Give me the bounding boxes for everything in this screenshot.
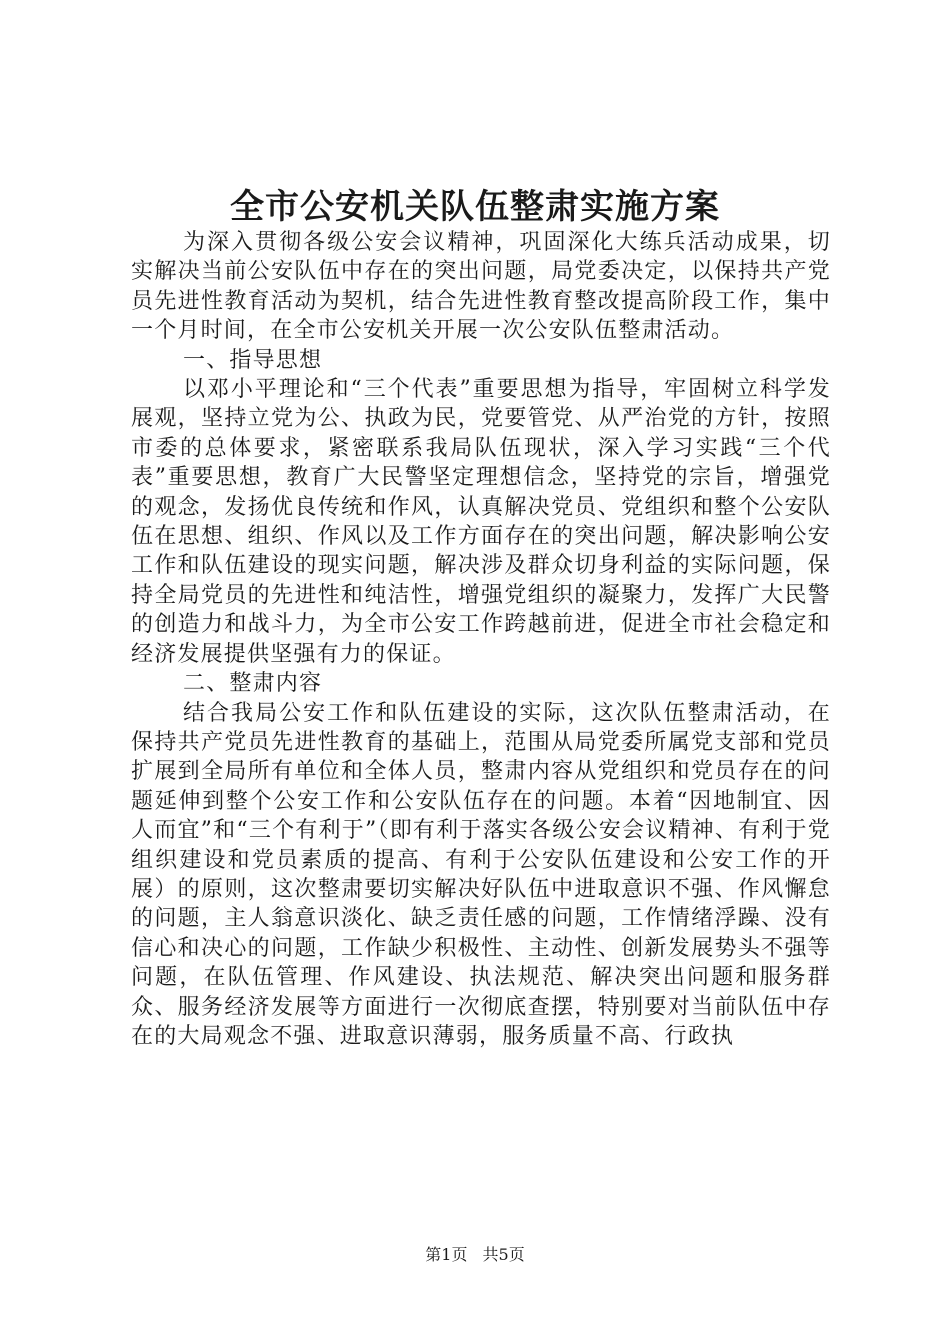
document-title: 全市公安机关队伍整肃实施方案 — [230, 187, 720, 227]
intro-paragraph: 为深入贯彻各级公安会议精神，巩固深化大练兵活动成果，切实解决当前公安队伍中存在的突出问题，局党委决定，以保持共产党员先进性教育活动为契机，结合先进性教育整改提高阶段工作，集中一个月时间，在全市公安机关开展一次公安队伍整肃活动。 — [131, 230, 831, 344]
section-heading-rectification-content: 二、整肃内容 — [183, 671, 323, 697]
page-footer — [0, 1244, 950, 1266]
page-total: 共5页 — [482, 1245, 525, 1264]
section-paragraph-guiding-ideology: 以邓小平理论和“三个代表”重要思想为指导，牢固树立科学发展观，坚持立党为公、执政为民，党要管党、从严治党的方针，按照市委的总体要求，紧密联系我局队伍现状，深入学习实践“三个代表”重要思想，教育广大民警坚定理想信念，坚持党的宗旨，增强党的观念，发扬优良传统和作风，认真解决党员、党组织和整个公安队伍在思想、组织、作风以及工作方面存在的突出问题，解决影响公安工作和队伍建设的现实问题，解决涉及群众切身利益的实际问题，保持全局党员的先进性和纯洁性，增强党组织的凝聚力，发挥广大民警的创造力和战斗力，为全市公安工作跨越前进，促进全市社会稳定和经济发展提供坚强有力的保证。 — [131, 377, 831, 667]
page-number: 第1页 — [425, 1245, 468, 1264]
section-paragraph-rectification-content: 结合我局公安工作和队伍建设的实际，这次队伍整肃活动，在保持共产党员先进性教育的基础上，范围从局党委所属党支部和党员扩展到全局所有单位和全体人员，整肃内容从党组织和党员存在的问题延伸到整个公安工作和公安队伍存在的问题。本着“因地制宜、因人而宜”和“三个有利于”（即有利于落实各级公安会议精神、有利于党组织建设和党员素质的提高、有利于公安队伍建设和公安工作的开展）的原则，这次整肃要切实解决好队伍中进取意识不强、作风懈怠的问题，主人翁意识淡化、缺乏责任感的问题，工作情绪浮躁、没有信心和决心的问题，工作缺少积极性、主动性、创新发展势头不强等问题，在队伍管理、作风建设、执法规范、解决突出问题和服务群众、服务经济发展等方面进行一次彻底查摆，特别要对当前队伍中存在的大局观念不强、进取意识薄弱，服务质量不高、行政执 — [131, 700, 831, 1049]
section-heading-guiding-ideology: 一、指导思想 — [183, 347, 323, 373]
document-body — [131, 228, 831, 1051]
